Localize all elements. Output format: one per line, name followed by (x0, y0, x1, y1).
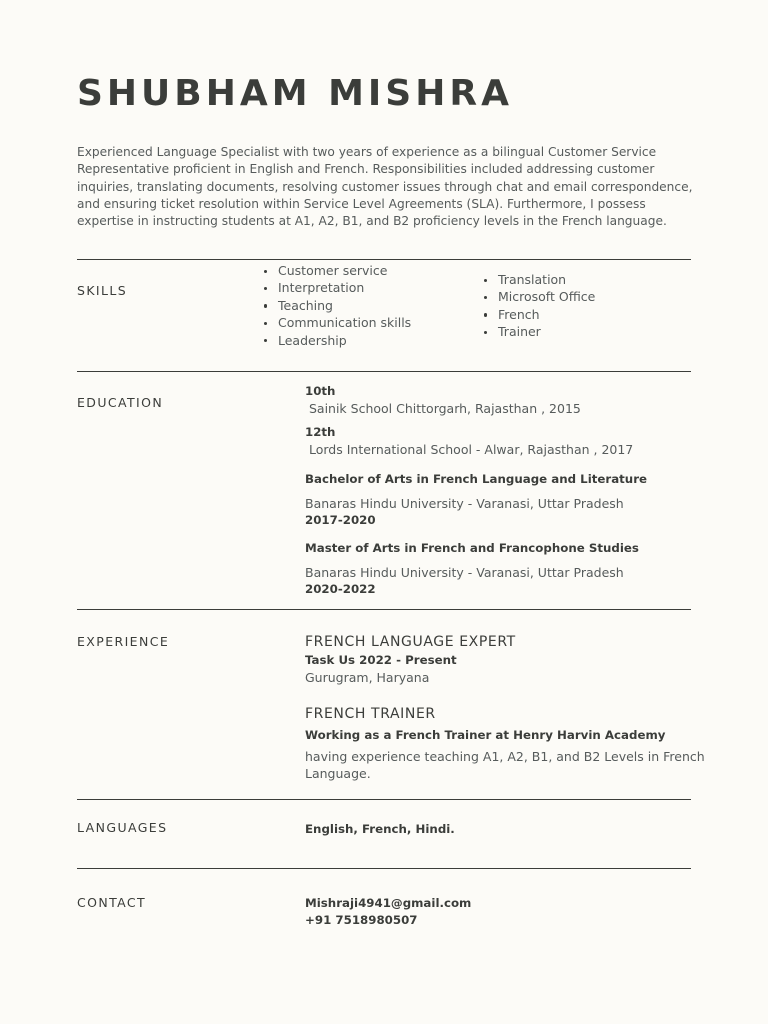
skill-item: Translation (483, 271, 595, 288)
divider (77, 259, 691, 260)
experience-company: Task Us 2022 - Present (305, 653, 457, 667)
contact-email[interactable]: Mishraji4941@gmail.com (305, 896, 472, 910)
experience-heading: EXPERIENCE (77, 634, 170, 649)
skill-item: Teaching (263, 297, 411, 314)
contact-heading: CONTACT (77, 895, 147, 910)
education-title: Master of Arts in French and Francophone Studies (305, 541, 639, 555)
skills-heading: SKILLS (77, 283, 128, 298)
profile-summary: Experienced Language Specialist with two years of experience as a bilingual Customer Service Representative proficient in English and French. Responsibilities included addressing customer inquiries, translating documents, resolving customer issues through chat and email correspondence, and ensuring ticket resolution within Service Level Agreements (SLA). Furthermore, I possess expertise in instructing students at A1, A2, B1, and B2 proficiency levels in the French language. (77, 145, 693, 229)
divider (77, 868, 691, 869)
education-heading: EDUCATION (77, 395, 164, 410)
skill-item: French (483, 306, 595, 323)
education-title: Bachelor of Arts in French Language and Literature (305, 472, 648, 486)
experience-detail: Gurugram, Haryana (305, 670, 430, 685)
experience-company: Working as a French Trainer at Henry Harvin Academy (305, 728, 666, 742)
experience-detail: having experience teaching A1, A2, B1, and B2 Levels in French Language. (305, 749, 705, 781)
skill-item: Interpretation (263, 279, 411, 296)
experience-role: FRENCH LANGUAGE EXPERT (305, 634, 516, 650)
languages-value: English, French, Hindi. (305, 822, 455, 836)
contact-block (305, 895, 471, 929)
resume-name: SHUBHAM MISHRA (77, 73, 513, 114)
education-years: 2020-2022 (305, 582, 376, 596)
divider (77, 609, 691, 610)
education-title: 10th (305, 384, 336, 398)
skill-item: Trainer (483, 323, 595, 340)
languages-heading: LANGUAGES (77, 820, 168, 835)
skill-item: Customer service (263, 262, 411, 279)
experience-item (305, 634, 516, 686)
education-detail: Lords International School - Alwar, Rajasthan , 2017 (305, 442, 634, 457)
education-detail: Sainik School Chittorgarh, Rajasthan , 2015 (305, 401, 581, 416)
education-title: 12th (305, 425, 336, 439)
skills-list-1 (263, 262, 411, 349)
education-item (305, 540, 639, 598)
skill-item: Leadership (263, 332, 411, 349)
experience-role: FRENCH TRAINER (305, 706, 436, 722)
education-detail: Banaras Hindu University - Varanasi, Uttar Pradesh (305, 565, 624, 580)
education-item (305, 424, 633, 458)
education-detail: Banaras Hindu University - Varanasi, Uttar Pradesh (305, 496, 624, 511)
education-item (305, 383, 581, 417)
education-years: 2017-2020 (305, 513, 376, 527)
divider (77, 799, 691, 800)
experience-item (305, 706, 705, 782)
divider (77, 371, 691, 372)
contact-phone[interactable]: +91 7518980507 (305, 913, 418, 927)
skills-list-2 (483, 271, 595, 341)
education-item (305, 471, 647, 529)
skill-item: Communication skills (263, 314, 411, 331)
skill-item: Microsoft Office (483, 288, 595, 305)
